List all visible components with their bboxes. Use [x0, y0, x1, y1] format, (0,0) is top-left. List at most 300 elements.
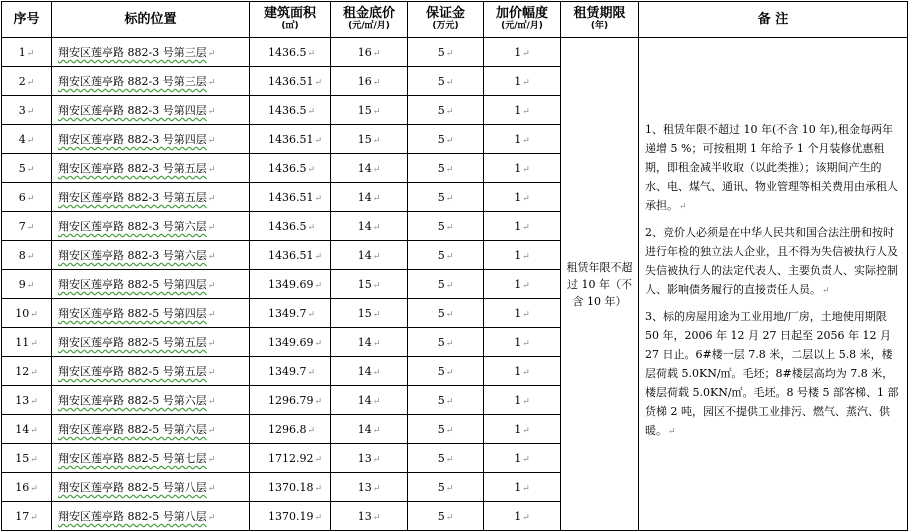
paragraph-mark: ↵	[372, 309, 381, 320]
seq-cell	[2, 67, 52, 96]
increment-cell	[484, 96, 561, 125]
location-text: 翔安区莲亭路 882-3 号第五层	[58, 162, 207, 175]
seq-text: 9	[18, 277, 26, 291]
area-text: 1349.69	[268, 335, 314, 349]
paragraph-mark: ↵	[314, 338, 323, 349]
seq-cell	[2, 183, 52, 212]
location-text: 翔安区莲亭路 882-5 号第五层	[58, 336, 207, 349]
location-cell	[52, 241, 250, 270]
paragraph-mark: ↵	[30, 512, 38, 523]
location-cell	[52, 444, 250, 473]
location-text: 翔安区莲亭路 882-5 号第六层	[58, 394, 207, 407]
deposit-cell	[408, 299, 484, 328]
deposit-cell	[408, 328, 484, 357]
location-cell	[52, 328, 250, 357]
rent-text: 13	[357, 480, 372, 494]
paragraph-mark: ↵	[307, 48, 316, 59]
paragraph-mark: ↵	[445, 251, 454, 262]
paragraph-mark: ↵	[307, 425, 316, 436]
deposit-text: 5	[437, 393, 445, 407]
deposit-text: 5	[437, 422, 445, 436]
paragraph-mark: ↵	[207, 49, 216, 59]
paragraph-mark: ↵	[445, 425, 454, 436]
lease-table	[1, 1, 908, 531]
area-text: 1436.51	[268, 190, 314, 204]
seq-text: 4	[18, 132, 26, 146]
increment-text: 1	[514, 190, 522, 204]
area-text: 1436.51	[268, 74, 314, 88]
paragraph-mark: ↵	[314, 512, 323, 523]
rent-text: 14	[357, 161, 372, 175]
paragraph-mark: ↵	[445, 135, 454, 146]
paragraph-mark: ↵	[30, 367, 38, 378]
increment-cell	[484, 183, 561, 212]
paragraph-mark: ↵	[445, 338, 454, 349]
rent-cell	[331, 473, 408, 502]
area-text: 1349.7	[268, 306, 307, 320]
deposit-text: 5	[437, 480, 445, 494]
paragraph-mark: ↵	[522, 483, 530, 494]
location-cell	[52, 299, 250, 328]
note-paragraph	[645, 307, 903, 442]
increment-text: 1	[514, 103, 522, 117]
increment-text: 1	[514, 451, 522, 465]
note-paragraph	[645, 223, 903, 301]
area-text: 1370.18	[268, 480, 314, 494]
rent-text: 15	[357, 306, 372, 320]
paragraph-mark: ↵	[26, 222, 35, 233]
paragraph-mark: ↵	[522, 193, 530, 204]
increment-cell	[484, 270, 561, 299]
paragraph-mark: ↵	[307, 106, 316, 117]
deposit-text: 5	[437, 74, 445, 88]
paragraph-mark: ↵	[207, 165, 216, 175]
increment-cell	[484, 299, 561, 328]
rent-cell	[331, 357, 408, 386]
paragraph-mark: ↵	[522, 425, 530, 436]
location-cell	[52, 502, 250, 531]
note-text: 2、竞价人必须是在中华人民共和国合法注册和按时进行年检的独立法人企业，且不得为失信被执行人及失信被执行人的法定代表人、主要负责人、实际控制人、影响债务履行的直接责任人员。	[645, 226, 898, 296]
deposit-text: 5	[437, 219, 445, 233]
paragraph-mark: ↵	[372, 512, 381, 523]
table-row	[2, 38, 908, 67]
area-text: 1436.5	[268, 45, 307, 59]
increment-cell	[484, 386, 561, 415]
area-cell	[250, 473, 331, 502]
seq-cell	[2, 444, 52, 473]
paragraph-mark: ↵	[522, 251, 530, 262]
paragraph-mark: ↵	[314, 280, 323, 291]
paragraph-mark: ↵	[445, 48, 454, 59]
area-cell	[250, 183, 331, 212]
paragraph-mark: ↵	[30, 338, 38, 349]
location-text: 翔安区莲亭路 882-3 号第六层	[58, 220, 207, 233]
location-cell	[52, 270, 250, 299]
increment-cell	[484, 241, 561, 270]
paragraph-mark: ↵	[522, 106, 530, 117]
seq-cell	[2, 241, 52, 270]
area-text: 1436.5	[268, 103, 307, 117]
area-text: 1296.79	[268, 393, 314, 407]
location-cell	[52, 473, 250, 502]
rent-cell	[331, 38, 408, 67]
increment-text: 1	[514, 161, 522, 175]
rent-cell	[331, 212, 408, 241]
paragraph-mark: ↵	[307, 367, 316, 378]
area-cell	[250, 502, 331, 531]
seq-cell	[2, 415, 52, 444]
rent-text: 14	[357, 364, 372, 378]
paragraph-mark: ↵	[207, 455, 216, 465]
note-paragraph	[645, 120, 903, 217]
area-cell	[250, 212, 331, 241]
location-text: 翔安区莲亭路 882-5 号第四层	[58, 278, 207, 291]
header-row	[2, 2, 908, 38]
paragraph-mark: ↵	[207, 136, 216, 146]
deposit-cell	[408, 270, 484, 299]
seq-cell	[2, 38, 52, 67]
deposit-cell	[408, 473, 484, 502]
paragraph-mark: ↵	[522, 454, 530, 465]
paragraph-mark: ↵	[445, 280, 454, 291]
deposit-cell	[408, 212, 484, 241]
increment-cell	[484, 415, 561, 444]
area-cell	[250, 67, 331, 96]
paragraph-mark: ↵	[372, 280, 381, 291]
rent-text: 15	[357, 277, 372, 291]
rent-cell	[331, 67, 408, 96]
paragraph-mark: ↵	[207, 78, 216, 88]
rent-cell	[331, 444, 408, 473]
seq-text: 5	[18, 161, 26, 175]
paragraph-mark: ↵	[522, 164, 530, 175]
area-cell	[250, 444, 331, 473]
deposit-cell	[408, 96, 484, 125]
notes-cell	[639, 38, 908, 531]
increment-text: 1	[514, 306, 522, 320]
increment-text: 1	[514, 277, 522, 291]
seq-cell	[2, 328, 52, 357]
location-cell	[52, 96, 250, 125]
paragraph-mark: ↵	[314, 483, 323, 494]
rent-cell	[331, 96, 408, 125]
deposit-text: 5	[437, 451, 445, 465]
rent-cell	[331, 125, 408, 154]
area-text: 1436.5	[268, 161, 307, 175]
seq-cell	[2, 502, 52, 531]
seq-cell	[2, 270, 52, 299]
location-text: 翔安区莲亭路 882-3 号第三层	[58, 75, 207, 88]
paragraph-mark: ↵	[522, 280, 530, 291]
increment-cell	[484, 125, 561, 154]
paragraph-mark: ↵	[314, 135, 323, 146]
paragraph-mark: ↵	[372, 77, 381, 88]
location-text: 翔安区莲亭路 882-5 号第八层	[58, 481, 207, 494]
header-location: 标的位置	[52, 2, 250, 38]
paragraph-mark: ↵	[30, 454, 38, 465]
paragraph-mark: ↵	[207, 252, 216, 262]
increment-text: 1	[514, 335, 522, 349]
rent-text: 16	[357, 45, 372, 59]
location-cell	[52, 154, 250, 183]
area-text: 1436.5	[268, 219, 307, 233]
paragraph-mark: ↵	[522, 396, 530, 407]
paragraph-mark: ↵	[30, 309, 38, 320]
paragraph-mark: ↵	[314, 77, 323, 88]
increment-cell	[484, 473, 561, 502]
seq-text: 15	[15, 451, 30, 465]
seq-text: 17	[15, 509, 30, 523]
location-cell	[52, 67, 250, 96]
paragraph-mark: ↵	[372, 251, 381, 262]
header-notes: 备 注	[639, 2, 908, 38]
paragraph-mark: ↵	[372, 367, 381, 378]
rent-text: 15	[357, 103, 372, 117]
paragraph-mark: ↵	[207, 107, 216, 117]
area-cell	[250, 96, 331, 125]
increment-cell	[484, 444, 561, 473]
paragraph-mark: ↵	[445, 106, 454, 117]
deposit-text: 5	[437, 364, 445, 378]
paragraph-mark: ↵	[522, 512, 530, 523]
paragraph-mark: ↵	[26, 106, 35, 117]
paragraph-mark: ↵	[445, 396, 454, 407]
deposit-text: 5	[437, 132, 445, 146]
location-text: 翔安区莲亭路 882-3 号第四层	[58, 104, 207, 117]
paragraph-mark: ↵	[372, 425, 381, 436]
area-text: 1712.92	[268, 451, 314, 465]
area-text: 1349.69	[268, 277, 314, 291]
increment-text: 1	[514, 219, 522, 233]
increment-cell	[484, 502, 561, 531]
seq-text: 16	[15, 480, 30, 494]
paragraph-mark: ↵	[445, 309, 454, 320]
paragraph-mark: ↵	[207, 339, 216, 349]
paragraph-mark: ↵	[522, 77, 530, 88]
increment-cell	[484, 328, 561, 357]
area-text: 1296.8	[268, 422, 307, 436]
deposit-cell	[408, 386, 484, 415]
location-cell	[52, 212, 250, 241]
paragraph-mark: ↵	[522, 367, 530, 378]
deposit-cell	[408, 38, 484, 67]
seq-cell	[2, 473, 52, 502]
paragraph-mark: ↵	[668, 427, 676, 437]
location-text: 翔安区莲亭路 882-5 号第四层	[58, 307, 207, 320]
area-cell	[250, 154, 331, 183]
seq-text: 3	[18, 103, 26, 117]
rent-cell	[331, 328, 408, 357]
term-text: 租赁年限不超过 10 年（不含 10 年）	[566, 260, 633, 308]
header-deposit: 保证金 (万元)	[408, 2, 484, 38]
deposit-text: 5	[437, 190, 445, 204]
paragraph-mark: ↵	[307, 222, 316, 233]
paragraph-mark: ↵	[372, 222, 381, 233]
increment-text: 1	[514, 480, 522, 494]
paragraph-mark: ↵	[307, 309, 316, 320]
rent-text: 16	[357, 74, 372, 88]
rent-text: 14	[357, 422, 372, 436]
seq-cell	[2, 299, 52, 328]
rent-cell	[331, 270, 408, 299]
paragraph-mark: ↵	[26, 164, 35, 175]
seq-cell	[2, 357, 52, 386]
deposit-text: 5	[437, 277, 445, 291]
paragraph-mark: ↵	[26, 48, 35, 59]
term-cell	[561, 38, 639, 531]
deposit-cell	[408, 241, 484, 270]
deposit-cell	[408, 502, 484, 531]
area-cell	[250, 415, 331, 444]
area-cell	[250, 299, 331, 328]
rent-cell	[331, 386, 408, 415]
seq-cell	[2, 386, 52, 415]
paragraph-mark: ↵	[26, 280, 35, 291]
deposit-cell	[408, 125, 484, 154]
area-cell	[250, 386, 331, 415]
seq-cell	[2, 96, 52, 125]
rent-cell	[331, 183, 408, 212]
seq-text: 11	[15, 335, 30, 349]
deposit-cell	[408, 444, 484, 473]
deposit-cell	[408, 183, 484, 212]
rent-text: 13	[357, 509, 372, 523]
seq-cell	[2, 125, 52, 154]
deposit-cell	[408, 415, 484, 444]
increment-text: 1	[514, 45, 522, 59]
increment-cell	[484, 67, 561, 96]
rent-cell	[331, 154, 408, 183]
seq-text: 1	[18, 45, 26, 59]
area-text: 1436.51	[268, 132, 314, 146]
area-cell	[250, 270, 331, 299]
paragraph-mark: ↵	[314, 396, 323, 407]
location-text: 翔安区莲亭路 882-5 号第八层	[58, 510, 207, 523]
area-text: 1349.7	[268, 364, 307, 378]
paragraph-mark: ↵	[445, 454, 454, 465]
increment-text: 1	[514, 74, 522, 88]
paragraph-mark: ↵	[522, 338, 530, 349]
paragraph-mark: ↵	[207, 194, 216, 204]
increment-text: 1	[514, 509, 522, 523]
paragraph-mark: ↵	[372, 106, 381, 117]
paragraph-mark: ↵	[26, 77, 35, 88]
seq-text: 12	[15, 364, 30, 378]
header-seq: 序号	[2, 2, 52, 38]
rent-cell	[331, 299, 408, 328]
paragraph-mark: ↵	[372, 396, 381, 407]
deposit-cell	[408, 67, 484, 96]
paragraph-mark: ↵	[372, 193, 381, 204]
paragraph-mark: ↵	[822, 286, 830, 296]
header-term: 租赁期限 (年)	[561, 2, 639, 38]
location-text: 翔安区莲亭路 882-5 号第七层	[58, 452, 207, 465]
paragraph-mark: ↵	[307, 164, 316, 175]
seq-cell	[2, 154, 52, 183]
seq-text: 6	[18, 190, 26, 204]
rent-cell	[331, 415, 408, 444]
rent-text: 14	[357, 335, 372, 349]
location-cell	[52, 357, 250, 386]
paragraph-mark: ↵	[522, 135, 530, 146]
header-rent: 租金底价 (元/㎡/月)	[331, 2, 408, 38]
paragraph-mark: ↵	[445, 512, 454, 523]
seq-text: 2	[18, 74, 26, 88]
paragraph-mark: ↵	[26, 251, 35, 262]
paragraph-mark: ↵	[445, 77, 454, 88]
area-cell	[250, 328, 331, 357]
increment-text: 1	[514, 422, 522, 436]
paragraph-mark: ↵	[314, 251, 323, 262]
paragraph-mark: ↵	[522, 309, 530, 320]
paragraph-mark: ↵	[30, 396, 38, 407]
rent-text: 14	[357, 190, 372, 204]
note-text: 1、租赁年限不超过 10 年(不含 10 年),租金每两年递增 5 %；可按租期 1 年给予 1 个月装修优惠租期，即租金减半收取（以此类推）；该期间产生的水、电、煤气、通讯、物业管理等相关费用由承租人承担。	[645, 123, 898, 212]
paragraph-mark: ↵	[207, 426, 216, 436]
location-text: 翔安区莲亭路 882-5 号第五层	[58, 365, 207, 378]
location-cell	[52, 415, 250, 444]
paragraph-mark: ↵	[314, 193, 323, 204]
deposit-text: 5	[437, 306, 445, 320]
paragraph-mark: ↵	[372, 48, 381, 59]
paragraph-mark: ↵	[445, 164, 454, 175]
location-cell	[52, 386, 250, 415]
location-cell	[52, 183, 250, 212]
deposit-text: 5	[437, 509, 445, 523]
area-cell	[250, 241, 331, 270]
paragraph-mark: ↵	[445, 193, 454, 204]
rent-text: 13	[357, 451, 372, 465]
location-text: 翔安区莲亭路 882-3 号第五层	[58, 191, 207, 204]
area-cell	[250, 125, 331, 154]
rent-cell	[331, 502, 408, 531]
location-text: 翔安区莲亭路 882-3 号第三层	[58, 46, 207, 59]
increment-cell	[484, 357, 561, 386]
location-text: 翔安区莲亭路 882-3 号第六层	[58, 249, 207, 262]
increment-text: 1	[514, 364, 522, 378]
seq-text: 13	[15, 393, 30, 407]
rent-cell	[331, 241, 408, 270]
seq-text: 8	[18, 248, 26, 262]
rent-text: 15	[357, 132, 372, 146]
location-text: 翔安区莲亭路 882-5 号第六层	[58, 423, 207, 436]
paragraph-mark: ↵	[522, 48, 530, 59]
increment-text: 1	[514, 132, 522, 146]
paragraph-mark: ↵	[26, 135, 35, 146]
paragraph-mark: ↵	[207, 281, 216, 291]
rent-text: 14	[357, 393, 372, 407]
paragraph-mark: ↵	[314, 454, 323, 465]
paragraph-mark: ↵	[679, 202, 687, 212]
deposit-text: 5	[437, 248, 445, 262]
area-text: 1370.19	[268, 509, 314, 523]
seq-text: 7	[18, 219, 26, 233]
increment-text: 1	[514, 393, 522, 407]
paragraph-mark: ↵	[26, 193, 35, 204]
deposit-text: 5	[437, 161, 445, 175]
paragraph-mark: ↵	[372, 454, 381, 465]
paragraph-mark: ↵	[207, 368, 216, 378]
paragraph-mark: ↵	[445, 367, 454, 378]
paragraph-mark: ↵	[30, 425, 38, 436]
paragraph-mark: ↵	[372, 338, 381, 349]
paragraph-mark: ↵	[207, 513, 216, 523]
paragraph-mark: ↵	[207, 484, 216, 494]
paragraph-mark: ↵	[30, 483, 38, 494]
paragraph-mark: ↵	[207, 223, 216, 233]
area-cell	[250, 38, 331, 67]
seq-cell	[2, 212, 52, 241]
